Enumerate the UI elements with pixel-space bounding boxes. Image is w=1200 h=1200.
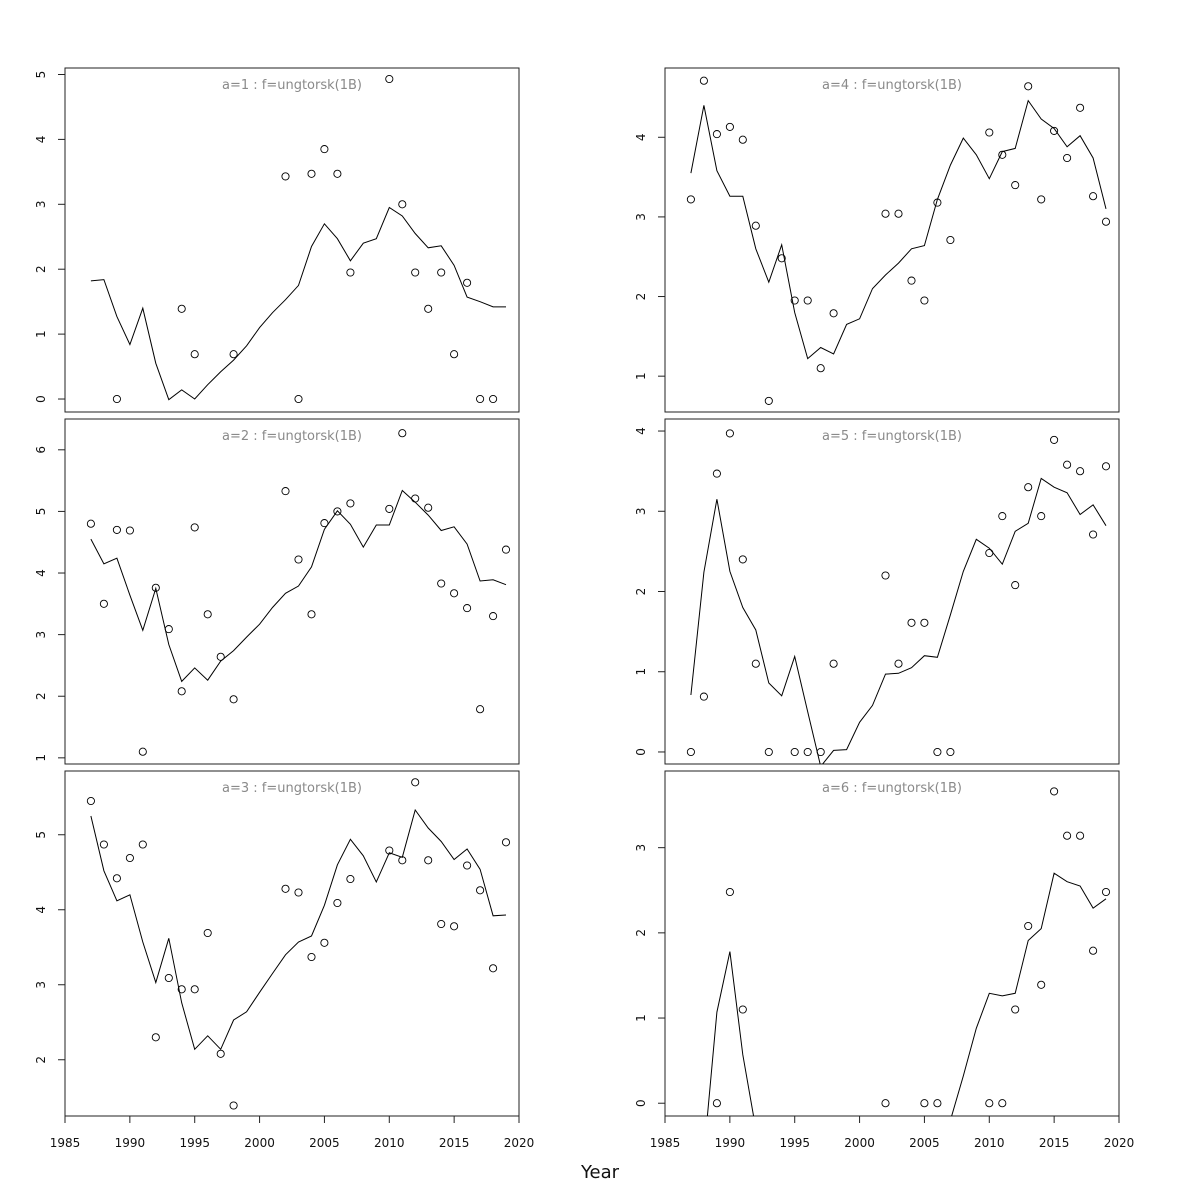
y-tick-label: 5 <box>34 70 48 79</box>
observation-point <box>765 397 772 404</box>
observation-point <box>1038 513 1045 520</box>
observation-point <box>308 611 315 618</box>
y-tick-label: 4 <box>34 905 48 914</box>
x-axis <box>650 1116 1135 1150</box>
observation-point <box>464 279 471 286</box>
plot-area <box>91 75 506 402</box>
observation-point <box>191 986 198 993</box>
y-axis <box>34 446 65 762</box>
observation-point <box>321 939 328 946</box>
panels <box>34 68 1134 1154</box>
observation-point <box>765 748 772 755</box>
observation-point <box>752 660 759 667</box>
observation-point <box>830 310 837 317</box>
y-tick-label: 5 <box>34 507 48 516</box>
observation-point <box>87 797 94 804</box>
x-tick-label: 1995 <box>179 1136 210 1150</box>
observation-point <box>1064 154 1071 161</box>
observation-point <box>1038 196 1045 203</box>
observation-point <box>921 619 928 626</box>
observation-point <box>113 526 120 533</box>
observation-point <box>321 146 328 153</box>
observation-point <box>882 210 889 217</box>
y-tick-label: 4 <box>34 569 48 577</box>
observation-point <box>100 841 107 848</box>
observation-point <box>1102 463 1109 470</box>
y-axis <box>34 831 65 1064</box>
observation-point <box>295 889 302 896</box>
x-tick-label: 1985 <box>649 1136 681 1150</box>
x-tick-label: 1990 <box>714 1136 746 1150</box>
observation-point <box>490 395 497 402</box>
observation-point <box>295 556 302 563</box>
observation-point <box>113 395 120 402</box>
x-tick-label: 2015 <box>1038 1136 1070 1150</box>
observation-point <box>217 1050 224 1057</box>
x-tick-label: 1985 <box>49 1136 81 1150</box>
panel-2 <box>634 68 1119 412</box>
panel-title: a=4 : f=ungtorsk(1B) <box>821 78 963 93</box>
observation-point <box>477 395 484 402</box>
observation-point <box>713 1100 720 1107</box>
y-tick-label: 4 <box>634 133 648 142</box>
observation-point <box>477 706 484 713</box>
observation-point <box>713 131 720 138</box>
panel-5 <box>34 771 534 1150</box>
y-tick-label: 2 <box>34 1055 48 1064</box>
observation-point <box>1025 83 1032 90</box>
observation-point <box>334 170 341 177</box>
observation-point <box>1090 193 1097 200</box>
x-tick-label: 2010 <box>374 1136 405 1150</box>
observation-point <box>399 430 406 437</box>
observation-point <box>230 1102 237 1109</box>
observation-point <box>490 613 497 620</box>
observation-point <box>1025 484 1032 491</box>
y-tick-label: 0 <box>34 395 48 403</box>
observation-point <box>986 549 993 556</box>
y-tick-label: 3 <box>34 980 48 989</box>
x-tick-label: 2000 <box>244 1136 275 1150</box>
observation-point <box>308 170 315 177</box>
observation-point <box>999 513 1006 520</box>
observation-point <box>1090 531 1097 538</box>
observation-point <box>804 297 811 304</box>
y-axis <box>634 133 665 380</box>
observation-point <box>947 748 954 755</box>
panel-title: a=3 : f=ungtorsk(1B) <box>221 781 363 796</box>
y-tick-label: 0 <box>634 748 648 756</box>
observation-point <box>230 696 237 703</box>
panel-title: a=1 : f=ungtorsk(1B) <box>221 78 363 93</box>
observation-point <box>1077 104 1084 111</box>
x-tick-label: 2000 <box>844 1136 875 1150</box>
observation-point <box>438 269 445 276</box>
observation-point <box>999 1100 1006 1107</box>
observation-point <box>139 748 146 755</box>
observation-point <box>895 210 902 217</box>
observation-point <box>113 875 120 882</box>
y-tick-label: 2 <box>634 587 648 596</box>
x-tick-label: 2005 <box>909 1136 940 1150</box>
observation-point <box>502 546 509 553</box>
observation-point <box>412 495 419 502</box>
panel-frame <box>665 419 1119 764</box>
observation-point <box>204 929 211 936</box>
observation-point <box>752 222 759 229</box>
x-axis <box>50 1116 535 1150</box>
observation-point <box>204 611 211 618</box>
observation-point <box>425 305 432 312</box>
observation-point <box>726 123 733 130</box>
observation-point <box>908 277 915 284</box>
x-tick-label: 2020 <box>503 1136 535 1150</box>
observation-point <box>464 605 471 612</box>
observation-point <box>438 920 445 927</box>
observation-point <box>739 556 746 563</box>
observation-point <box>986 1100 993 1107</box>
y-tick-label: 5 <box>34 830 48 839</box>
y-axis <box>634 427 665 756</box>
observation-point <box>347 875 354 882</box>
y-tick-label: 1 <box>634 372 648 380</box>
observation-point <box>282 488 289 495</box>
plot-area <box>687 77 1109 404</box>
observation-point <box>490 965 497 972</box>
observation-point <box>739 136 746 143</box>
observation-point <box>139 841 146 848</box>
plot-area <box>687 430 1109 767</box>
observation-point <box>1102 218 1109 225</box>
observation-point <box>152 1034 159 1041</box>
observation-point <box>791 748 798 755</box>
observation-point <box>126 854 133 861</box>
panel-3 <box>34 419 519 764</box>
observation-point <box>451 590 458 597</box>
observation-point <box>1025 922 1032 929</box>
observation-point <box>178 305 185 312</box>
observation-point <box>412 779 419 786</box>
observation-point <box>934 1100 941 1107</box>
fitted-line <box>91 208 506 400</box>
observation-point <box>687 748 694 755</box>
observation-point <box>921 297 928 304</box>
observation-point <box>1064 832 1071 839</box>
observation-point <box>87 520 94 527</box>
y-tick-label: 1 <box>34 330 48 338</box>
x-tick-label: 2015 <box>438 1136 470 1150</box>
fitted-line <box>691 101 1106 359</box>
plot-area <box>691 788 1110 1155</box>
observation-point <box>921 1100 928 1107</box>
y-tick-label: 3 <box>634 507 648 516</box>
y-tick-label: 3 <box>634 843 648 852</box>
panel-frame <box>665 68 1119 412</box>
observation-point <box>986 129 993 136</box>
y-tick-label: 2 <box>634 929 648 937</box>
observation-point <box>726 430 733 437</box>
fitted-line <box>691 478 1106 766</box>
observation-point <box>700 77 707 84</box>
observation-point <box>830 660 837 667</box>
panel-title: a=5 : f=ungtorsk(1B) <box>821 429 963 444</box>
observation-point <box>451 923 458 930</box>
observation-point <box>451 351 458 358</box>
panel-frame <box>665 771 1119 1116</box>
observation-point <box>700 693 707 700</box>
observation-point <box>1051 788 1058 795</box>
observation-point <box>804 748 811 755</box>
observation-point <box>347 269 354 276</box>
x-tick-label: 1990 <box>114 1136 146 1150</box>
y-tick-label: 3 <box>34 200 48 209</box>
observation-point <box>882 1100 889 1107</box>
observation-point <box>464 862 471 869</box>
panel-frame <box>65 771 519 1116</box>
y-tick-label: 6 <box>34 445 48 454</box>
observation-point <box>425 504 432 511</box>
y-tick-label: 2 <box>34 265 48 274</box>
observation-point <box>908 619 915 626</box>
panel-1 <box>34 68 519 412</box>
x-tick-label: 2005 <box>309 1136 340 1150</box>
observation-point <box>191 351 198 358</box>
observation-point <box>1012 582 1019 589</box>
panel-frame <box>65 68 519 412</box>
y-tick-label: 2 <box>34 692 48 701</box>
observation-point <box>308 953 315 960</box>
y-tick-label: 2 <box>634 292 648 301</box>
observation-point <box>386 75 393 82</box>
observation-point <box>817 365 824 372</box>
observation-point <box>438 580 445 587</box>
observation-point <box>347 500 354 507</box>
observation-point <box>399 201 406 208</box>
observation-point <box>1064 461 1071 468</box>
x-tick-label: 2020 <box>1103 1136 1135 1150</box>
y-axis <box>634 844 665 1107</box>
observation-point <box>502 839 509 846</box>
observation-point <box>1012 182 1019 189</box>
y-tick-label: 1 <box>634 667 648 676</box>
observation-point <box>726 888 733 895</box>
observation-point <box>165 974 172 981</box>
observation-point <box>882 572 889 579</box>
observation-point <box>425 857 432 864</box>
observation-point <box>412 269 419 276</box>
fitted-line <box>91 810 506 1049</box>
observation-point <box>386 505 393 512</box>
panel-6 <box>634 771 1134 1154</box>
observation-point <box>1051 436 1058 443</box>
y-tick-label: 1 <box>34 754 48 762</box>
observation-point <box>934 748 941 755</box>
y-tick-label: 4 <box>634 427 648 435</box>
observation-point <box>687 196 694 203</box>
observation-point <box>1077 468 1084 475</box>
plot-area <box>87 779 509 1109</box>
observation-point <box>1012 1006 1019 1013</box>
observation-point <box>713 470 720 477</box>
observation-point <box>1102 888 1109 895</box>
panel-4 <box>634 419 1119 766</box>
observation-point <box>895 660 902 667</box>
y-tick-label: 3 <box>634 213 648 221</box>
plot-area <box>87 430 509 756</box>
y-tick-label: 3 <box>34 630 48 639</box>
observation-point <box>191 524 198 531</box>
observation-point <box>282 885 289 892</box>
observation-point <box>1077 832 1084 839</box>
panel-title: a=6 : f=ungtorsk(1B) <box>821 781 963 796</box>
observation-point <box>1038 981 1045 988</box>
y-tick-label: 0 <box>634 1099 648 1108</box>
observation-point <box>126 527 133 534</box>
observation-point <box>100 600 107 607</box>
y-axis <box>34 71 65 403</box>
x-tick-label: 2010 <box>974 1136 1005 1150</box>
observation-point <box>334 899 341 906</box>
observation-point <box>295 395 302 402</box>
x-tick-label: 1995 <box>779 1136 810 1150</box>
fitted-line <box>691 873 1106 1154</box>
y-tick-label: 1 <box>634 1014 648 1022</box>
observation-point <box>477 887 484 894</box>
y-tick-label: 4 <box>34 135 48 144</box>
observation-point <box>282 173 289 180</box>
observation-point <box>739 1006 746 1013</box>
panel-title: a=2 : f=ungtorsk(1B) <box>221 429 363 444</box>
observation-point <box>1090 947 1097 954</box>
observation-point <box>947 236 954 243</box>
observation-point <box>178 688 185 695</box>
x-axis-title: Year <box>580 1162 620 1183</box>
